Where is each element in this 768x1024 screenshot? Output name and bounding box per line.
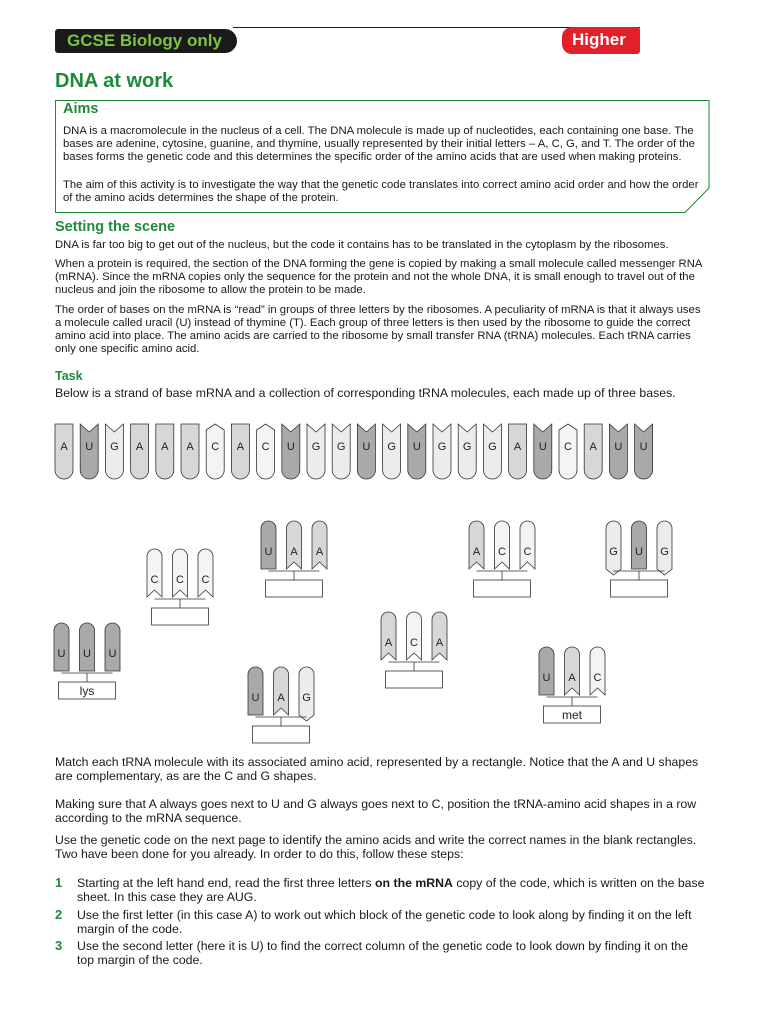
svg-text:U: U <box>85 441 94 453</box>
scene-paragraph-1: DNA is far too big to get out of the nucleus, but the code it contains has to be translated in the cytoplasm by the ribosomes. <box>55 239 669 251</box>
trna-base-label: A <box>290 546 298 558</box>
trna-base-label: C <box>410 637 418 649</box>
scene-paragraph-3: The order of bases on the mRNA is “read” in groups of three letters by the ribosomes. A peculiarity of mRNA is that it always uses a molecule called uracil (U) instead of thymine (T). Each group of three letters is then used by the ribosome to guide the correct amino acid into place. The amino acids are carried to the ribosome by small transfer RNA (tRNA) molecules. Each tRNA carries only one specific amino acid. <box>55 304 701 355</box>
mrna-base <box>206 424 224 479</box>
svg-text:A: A <box>513 441 522 453</box>
instructions-paragraph-3: Use the genetic code on the next page to identify the amino acids and write the correct names in the blank rectangles. Two have been done for you already. In order to do this, follow these steps: <box>55 833 697 861</box>
trna-base-label: U <box>108 648 117 660</box>
step-text: Use the second letter (here it is U) to find the correct column of the genetic code to look down by finding it on the top margin of the code. <box>77 939 689 967</box>
mrna-base <box>584 424 602 479</box>
svg-text:C: C <box>261 441 270 453</box>
trna-base-label: C <box>593 672 602 684</box>
header-bar <box>55 27 640 55</box>
svg-text:U: U <box>538 441 547 453</box>
svg-text:A: A <box>60 441 68 453</box>
step-number: 2 <box>55 907 63 922</box>
aims-heading: Aims <box>63 101 99 117</box>
trna-base-label: A <box>568 672 576 684</box>
amino-acid-label: lys <box>79 684 95 698</box>
mrna-base <box>534 424 552 479</box>
trna-base-label: G <box>609 546 618 558</box>
mrna-base <box>483 424 501 479</box>
mrna-base <box>509 424 527 479</box>
trna-base <box>147 549 162 597</box>
trna-base <box>520 521 535 569</box>
svg-text:C: C <box>564 441 572 453</box>
svg-text:U: U <box>286 441 295 453</box>
trna-molecule <box>539 647 605 723</box>
mrna-base <box>307 424 325 479</box>
trna-base-label: C <box>498 546 506 558</box>
mrna-base <box>231 424 249 479</box>
mrna-base <box>332 424 350 479</box>
svg-text:G: G <box>488 441 497 453</box>
svg-text:G: G <box>387 441 396 453</box>
trna-base <box>565 647 580 695</box>
tier-badge <box>562 27 640 54</box>
trna-base-label: U <box>251 692 260 704</box>
amino-acid-box[interactable] <box>253 726 310 743</box>
steps-list <box>55 876 715 976</box>
trna-base <box>80 623 95 671</box>
trna-molecule <box>381 612 447 688</box>
trna-base-label: U <box>264 546 273 558</box>
svg-text:A: A <box>135 441 144 453</box>
aims-box <box>55 100 709 212</box>
subject-label: GCSE Biology only <box>67 31 222 50</box>
svg-text:G: G <box>311 441 321 453</box>
trna-base <box>105 623 120 671</box>
svg-text:G: G <box>110 441 119 453</box>
mrna-base <box>408 424 426 479</box>
trna-base-label: G <box>660 546 669 558</box>
trna-molecule <box>147 549 213 625</box>
trna-base-label: A <box>472 546 481 558</box>
trna-base <box>407 612 422 660</box>
tier-label: Higher <box>572 30 626 49</box>
scene-heading: Setting the scene <box>55 219 176 235</box>
trna-base <box>248 667 263 715</box>
trna-base <box>432 612 447 660</box>
mrna-base <box>257 424 275 479</box>
trna-base-label: U <box>83 648 91 660</box>
svg-text:U: U <box>412 441 421 453</box>
trna-molecule <box>248 667 314 743</box>
mrna-base <box>383 424 401 479</box>
svg-text:U: U <box>639 441 648 453</box>
trna-base-label: C <box>176 574 184 586</box>
trna-base-label: A <box>384 637 393 649</box>
trna-base-label: A <box>315 546 324 558</box>
trna-base-label: U <box>542 672 551 684</box>
mrna-trna-diagram <box>0 415 768 745</box>
amino-acid-box[interactable] <box>474 580 531 597</box>
svg-text:G: G <box>462 441 472 453</box>
aims-paragraph-1: DNA is a macromolecule in the nucleus of a cell. The DNA molecule is made up of nucleotides, each containing one base. The bases are adenine, cytosine, guanine, and thymine, usually represented by their initial letters – A, C, G, and T. The order of the bases forms the genetic code and this determines the specific order of the amino acids that are used when making proteins. <box>63 125 695 163</box>
trna-base-label: A <box>277 692 285 704</box>
svg-text:U: U <box>614 441 623 453</box>
amino-acid-label: met <box>561 708 583 722</box>
svg-text:A: A <box>186 441 194 453</box>
mrna-base <box>458 424 476 479</box>
svg-text:A: A <box>236 441 245 453</box>
amino-acid-box[interactable] <box>611 580 668 597</box>
step-text: Use the first letter (in this case A) to work out which block of the genetic code to look along by finding it on the left margin of the code. <box>77 908 692 936</box>
trna-base-label: U <box>57 648 66 660</box>
trna-base <box>261 521 276 569</box>
step-text: Starting at the left hand end, read the first three letters on the mRNA copy of the code, which is written on the base sheet. In this case they are AUG. <box>77 876 705 904</box>
trna-molecule <box>469 521 535 597</box>
page-title: DNA at work <box>55 70 174 92</box>
trna-base <box>54 623 69 671</box>
mrna-base <box>80 424 98 479</box>
trna-molecule <box>606 521 672 597</box>
mrna-base <box>105 424 123 479</box>
instructions-paragraph-2: Making sure that A always goes next to U and G always goes next to C, position the tRNA-amino acid shapes in a row according to the mRNA sequence. <box>55 797 697 825</box>
trna-base <box>590 647 605 695</box>
mrna-base <box>559 424 577 479</box>
aims-paragraph-2: The aim of this activity is to investigate the way that the genetic code translates into correct amino acid order and how the order of the amino acids determines the shape of the protein. <box>63 179 699 204</box>
svg-text:A: A <box>161 441 169 453</box>
trna-base <box>198 549 213 597</box>
step-number: 3 <box>55 938 63 953</box>
amino-acid-box[interactable] <box>152 608 209 625</box>
trna-base-label: A <box>435 637 444 649</box>
mrna-base <box>55 424 73 479</box>
trna-base <box>539 647 554 695</box>
trna-base <box>381 612 396 660</box>
trna-base <box>632 521 647 569</box>
task-intro: Below is a strand of base mRNA and a collection of corresponding tRNA molecules, each made up of three bases. <box>55 386 676 400</box>
amino-acid-box[interactable] <box>386 671 443 688</box>
step-number: 1 <box>55 875 63 890</box>
svg-text:G: G <box>437 441 447 453</box>
mrna-base <box>131 424 149 479</box>
svg-text:C: C <box>211 441 220 453</box>
mrna-base <box>282 424 300 479</box>
svg-text:G: G <box>336 441 346 453</box>
trna-base-label: U <box>635 546 643 558</box>
mrna-base <box>357 424 375 479</box>
mrna-base <box>156 424 174 479</box>
subject-badge <box>55 29 237 53</box>
mrna-base <box>181 424 199 479</box>
trna-base-label: C <box>523 546 532 558</box>
task-heading: Task <box>55 369 83 383</box>
trna-base <box>312 521 327 569</box>
trna-molecule <box>54 623 120 699</box>
trna-base <box>173 549 188 597</box>
scene-paragraph-2: When a protein is required, the section of the DNA forming the gene is copied by making a small molecule called messenger RNA (mRNA). Since the mRNA copies only the sequence for the protein and not the whole DNA, it is small enough to travel out of the nucleus and join the ribosome to allow the protein to be made. <box>55 258 702 296</box>
svg-text:U: U <box>362 441 371 453</box>
instructions-paragraph-1: Match each tRNA molecule with its associated amino acid, represented by a rectangle. Notice that the A and U shapes are complementary, as are the C and G shapes. <box>55 755 699 783</box>
amino-acid-box[interactable] <box>266 580 323 597</box>
mrna-base <box>635 424 653 479</box>
trna-base-label: C <box>150 574 159 586</box>
trna-base <box>469 521 484 569</box>
mrna-base <box>609 424 627 479</box>
mrna-base <box>433 424 451 479</box>
trna-base <box>287 521 302 569</box>
svg-text:A: A <box>589 441 597 453</box>
trna-base-label: C <box>201 574 210 586</box>
trna-base <box>495 521 510 569</box>
trna-molecule <box>261 521 327 597</box>
trna-base <box>274 667 289 715</box>
trna-base-label: G <box>302 692 311 704</box>
